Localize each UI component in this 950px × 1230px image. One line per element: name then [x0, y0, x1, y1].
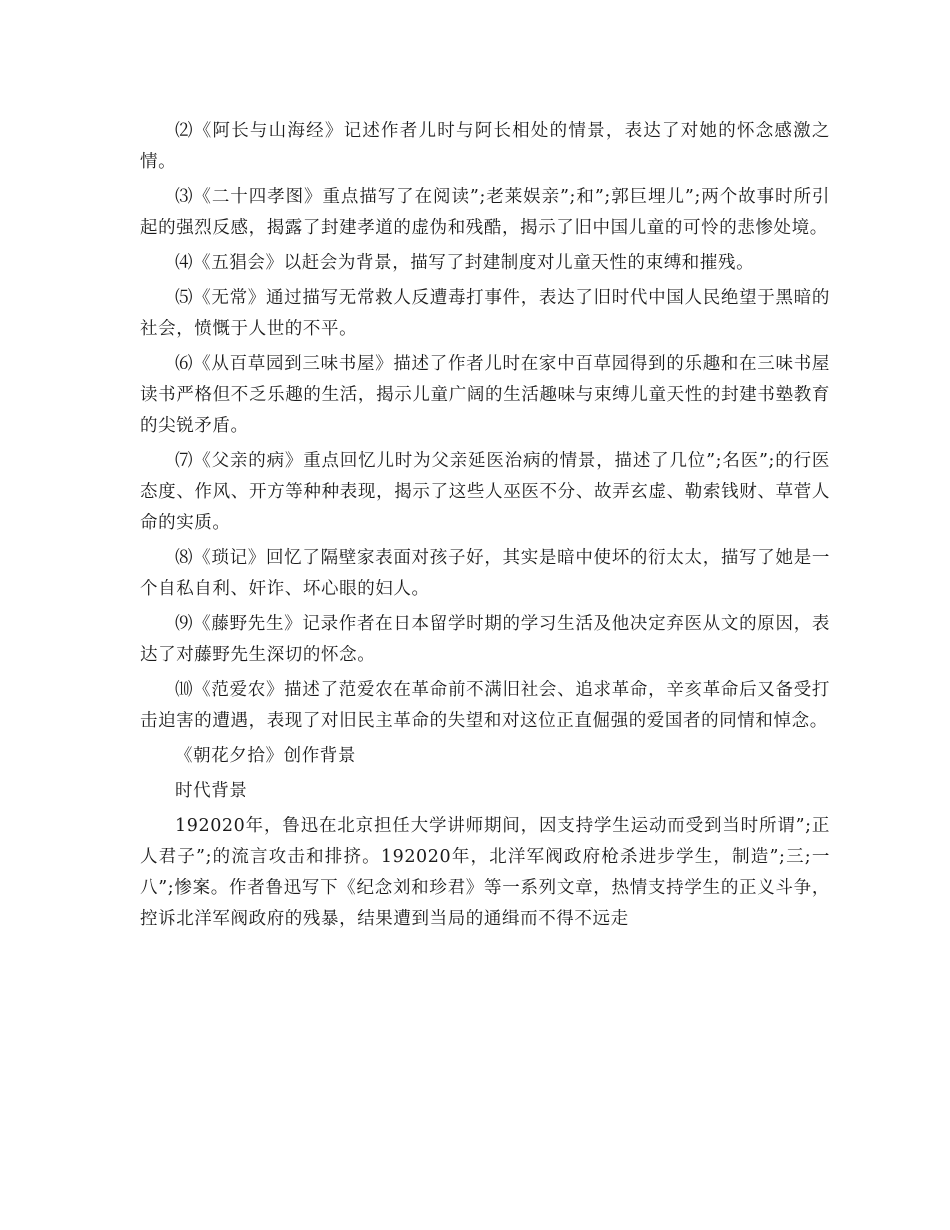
paragraph-trivial-records: ⑻《琐记》回忆了隔壁家表面对孩子好，其实是暗中使坏的衍太太，描写了她是一个自私自利、奸诈、坏心眼的妇人。	[140, 548, 830, 599]
section-title: 《朝花夕拾》创作背景	[175, 746, 356, 766]
paragraph-five-fierce-gods: ⑷《五猖会》以赶会为背景，描写了封建制度对儿童天性的束缚和摧残。	[175, 253, 755, 273]
paragraph-fan-ainong: ⑽《范爱农》描述了范爱农在革命前不满旧社会、追求革命，辛亥革命后又备受打击迫害的遭遇，表现了对旧民主革命的失望和对这位正直倔强的爱国者的同情和悼念。	[140, 680, 830, 731]
paragraph-fathers-illness: ⑺《父亲的病》重点回忆儿时为父亲延医治病的情景，描述了几位”;名医”;的行医态度、作风、开方等种种表现，揭示了这些人巫医不分、故弄玄虚、勒索钱财、草菅人命的实质。	[140, 451, 830, 533]
paragraph-mr-fujino: ⑼《藤野先生》记录作者在日本留学时期的学习生活及他决定弃医从文的原因，表达了对藤野先生深切的怀念。	[140, 614, 830, 665]
paragraph-ah-chang: ⑵《阿长与山海经》记述作者儿时与阿长相处的情景，表达了对她的怀念感激之情。	[140, 121, 830, 172]
paragraph-era-background: 192020年，鲁迅在北京担任大学讲师期间，因支持学生运动而受到当时所谓”;正人君子”;的流言攻击和排挤。192020年，北洋军阀政府枪杀进步学生，制造”;三;一八”;惨案。作者鲁迅写下《纪念刘和珍君》等一系列文章，热情支持学生的正义斗争，控诉北洋军阀政府的残暴，结果遭到当局的通缉而不得不远走	[140, 816, 830, 929]
paragraph-hundred-grass-garden: ⑹《从百草园到三味书屋》描述了作者儿时在家中百草园得到的乐趣和在三味书屋读书严格但不乏乐趣的生活，揭示儿童广阔的生活趣味与束缚儿童天性的封建书塾教育的尖锐矛盾。	[140, 354, 830, 436]
paragraph-wuchang: ⑸《无常》通过描写无常救人反遭毒打事件，表达了旧时代中国人民绝望于黑暗的社会，愤慨于人世的不平。	[140, 288, 830, 339]
paragraph-twenty-four-filial: ⑶《二十四孝图》重点描写了在阅读”;老莱娱亲”;和”;郭巨埋儿”;两个故事时所引起的强烈反感，揭露了封建孝道的虚伪和残酷，揭示了旧中国儿童的可怜的悲惨处境。	[140, 187, 830, 238]
subsection-title: 时代背景	[175, 781, 248, 801]
document-page	[140, 116, 830, 939]
